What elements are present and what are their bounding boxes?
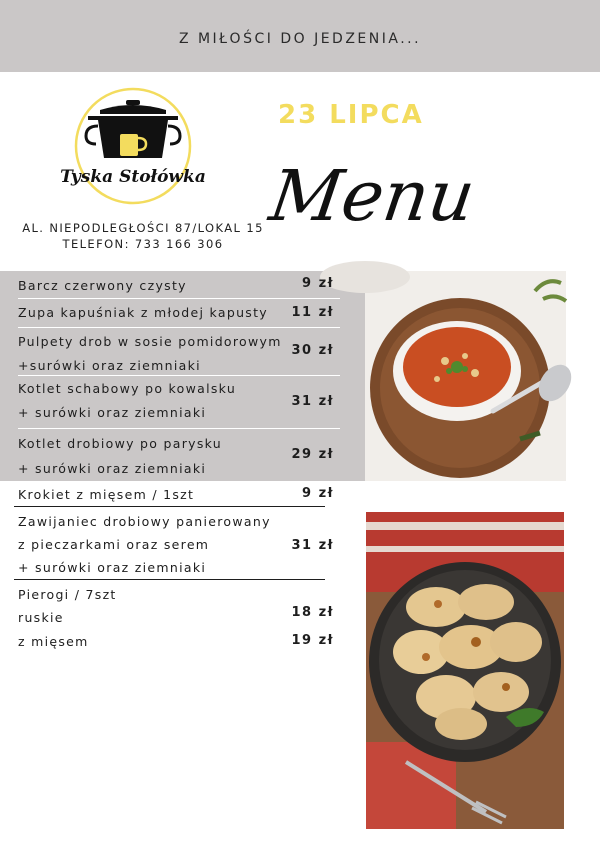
divider — [18, 428, 340, 429]
menu-item-6-price: 9 zł — [302, 486, 334, 501]
pierogi-photo — [366, 512, 564, 829]
menu-item-5-line-1: Kotlet drobiowy po parysku — [18, 436, 223, 451]
soup-photo — [365, 271, 566, 481]
menu-item-5-price: 29 zł — [291, 447, 334, 462]
contact-info — [18, 220, 268, 252]
menu-item-4-price: 31 zł — [291, 394, 334, 409]
tagline: Z MIŁOŚCI DO JEDZENIA... — [178, 31, 422, 47]
menu-item-1-line-1: Barcz czerwony czysty — [18, 278, 187, 293]
menu-item-10-price: 19 zł — [291, 633, 334, 648]
menu-item-4-line-2: + surówki oraz ziemniaki — [18, 405, 207, 420]
phone: TELEFON: 733 166 306 — [62, 237, 224, 251]
menu-item-7-line-2: z pieczarkami oraz serem — [18, 537, 210, 552]
divider — [14, 506, 325, 507]
menu-item-9-price: 18 zł — [291, 605, 334, 620]
menu-item-4-line-1: Kotlet schabowy po kowalsku — [18, 381, 237, 396]
divider — [18, 375, 340, 376]
divider — [18, 327, 340, 328]
menu-item-6-line-1: Krokiet z mięsem / 1szt — [18, 487, 195, 502]
menu-item-2-price: 11 zł — [291, 305, 334, 320]
menu-item-5-line-2: + surówki oraz ziemniaki — [18, 461, 207, 476]
menu-item-2-line-1: Zupa kapuśniak z młodej kapusty — [18, 305, 268, 320]
menu-item-10-line-1: z mięsem — [18, 634, 89, 649]
menu-item-3-price: 30 zł — [291, 343, 334, 358]
menu-item-7-line-1: Zawijaniec drobiowy panierowany — [18, 514, 271, 529]
divider — [18, 298, 340, 299]
menu-item-1-price: 9 zł — [302, 276, 334, 291]
logo-text: Tyska Stołówka — [60, 167, 206, 187]
menu-item-7-price: 31 zł — [291, 538, 334, 553]
menu-item-3-line-2: +surówki oraz ziemniaki — [18, 358, 201, 373]
pot-and-mug-logo-icon — [58, 86, 208, 208]
menu-title-text: Menu — [264, 155, 480, 237]
menu-item-8-line-1: Pierogi / 7szt — [18, 587, 117, 602]
divider — [14, 579, 325, 580]
address: AL. NIEPODLEGŁOŚCI 87/LOKAL 15 — [22, 221, 264, 235]
menu-date: 23 LIPCA — [278, 100, 424, 130]
menu-item-9-line-1: ruskie — [18, 610, 64, 625]
menu-item-3-line-1: Pulpety drob w sosie pomidorowym — [18, 334, 282, 349]
menu-item-7-line-3: + surówki oraz ziemniaki — [18, 560, 207, 575]
menu-title — [264, 130, 480, 260]
